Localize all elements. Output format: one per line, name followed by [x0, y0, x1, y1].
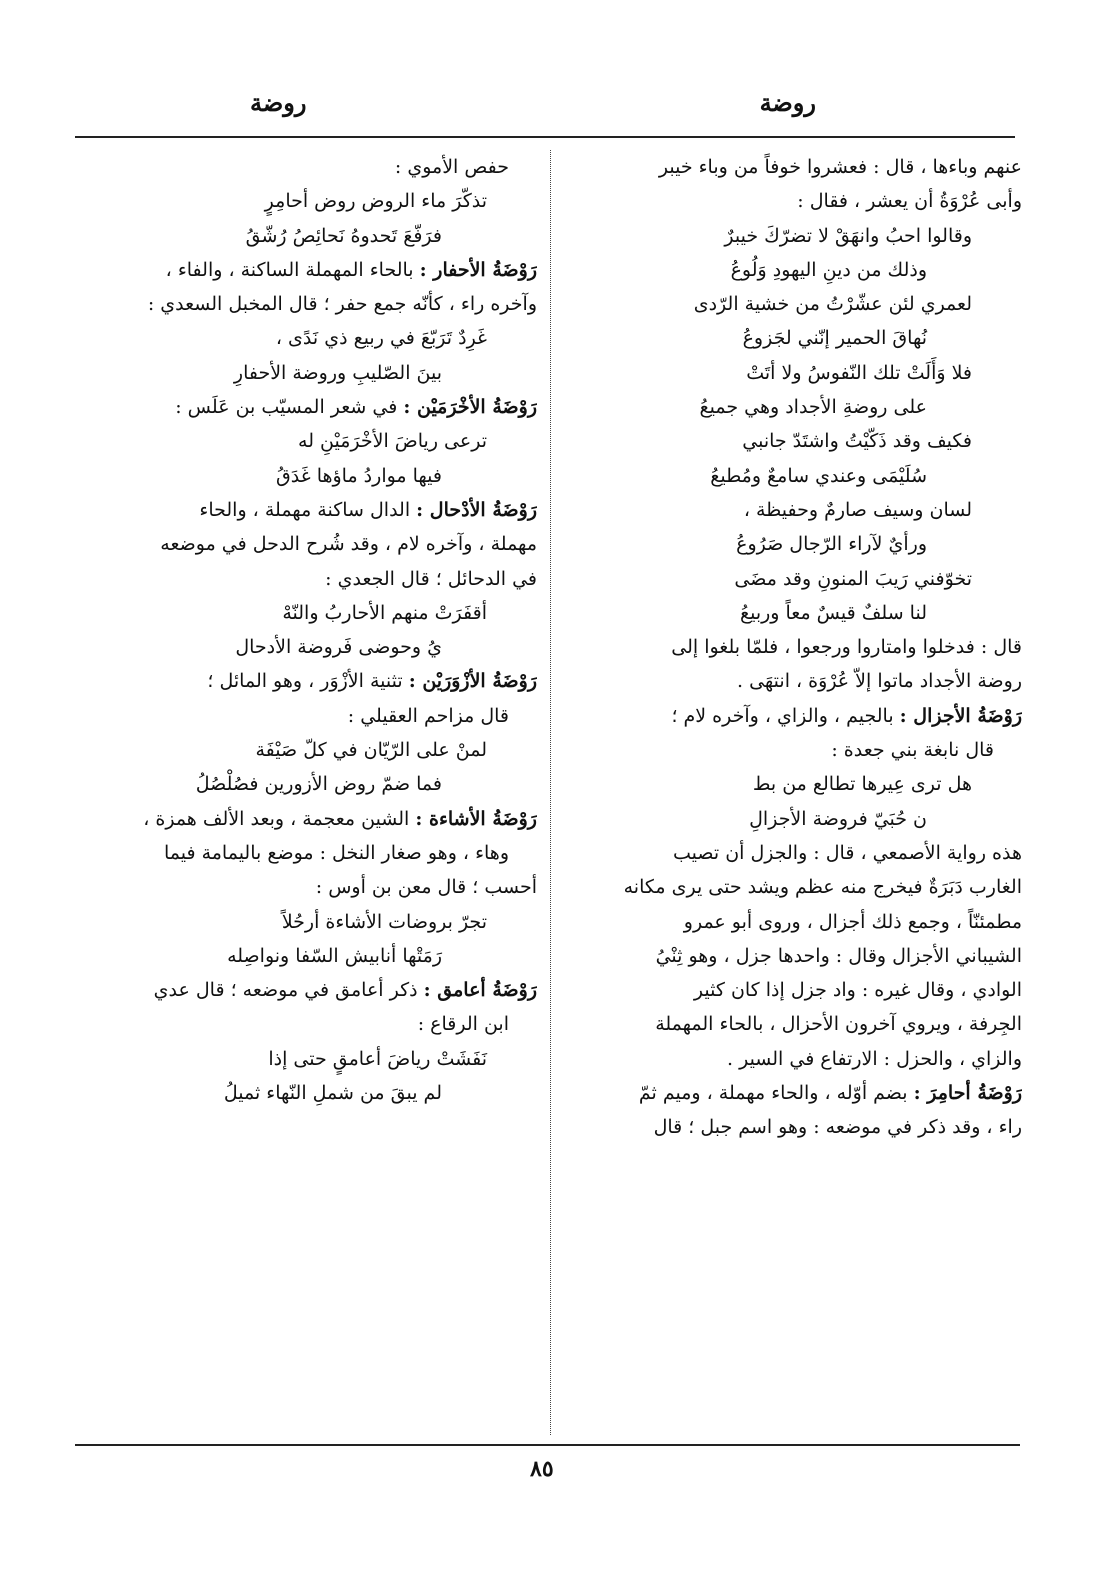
verse-line: [75, 184, 537, 218]
entry-headword: رَوْضَةُ الأزْوَرَيْن :: [408, 670, 537, 693]
text-line: [75, 699, 537, 733]
verse-line: [560, 459, 1022, 493]
text-line: [560, 870, 1022, 904]
line-text: أقفَرَتْ منهم الأحاربُ والنّهْ: [282, 601, 487, 624]
line-text: راء ، وقد ذكر في موضعه : وهو اسم جبل ؛ قال: [653, 1116, 1022, 1139]
text-line: [75, 1007, 537, 1041]
running-header-right: روضة: [759, 88, 816, 117]
verse-line: [75, 424, 537, 458]
verse-line: [75, 459, 537, 493]
text-line: [75, 836, 537, 870]
verse-line: [75, 219, 537, 253]
verse-line: [75, 630, 537, 664]
line-text: فيها مواردُ ماؤها غَدَقُ: [276, 464, 442, 487]
line-text: هذه رواية الأصمعي ، قال : والجزل أن تصيب: [673, 841, 1022, 864]
entry-headword: رَوْضَةُ أحامِرَ :: [913, 1082, 1022, 1105]
line-text: ذكر أعامق في موضعه ؛ قال عدي: [153, 979, 424, 1002]
verse-line: [75, 939, 537, 973]
entry-headword: رَوْضَةُ الأجزال :: [899, 704, 1022, 727]
line-text: فرَفّعَ تَحدوهُ نَحائِصُ رُشّقُ: [245, 224, 442, 247]
text-line: [75, 562, 537, 596]
verse-line: [560, 767, 1022, 801]
verse-line: [75, 767, 537, 801]
line-text: ترعى رياضَ الأخْرَمَيْنِ له: [298, 430, 487, 453]
verse-line: [560, 321, 1022, 355]
left-column: [75, 150, 537, 1110]
verse-line: [560, 424, 1022, 458]
entry-headword: رَوْضَةُ أعامق :: [423, 979, 537, 1002]
verse-line: [560, 527, 1022, 561]
line-text: يُ وحوضى فَروضة الأدحال: [235, 636, 442, 659]
text-line: [560, 1110, 1022, 1144]
text-line: [560, 973, 1022, 1007]
line-text: وهاء ، وهو صغار النخل : موضع باليمامة فيما: [163, 841, 509, 864]
line-text: وأبى عُرْوَةُ أن يعشر ، فقال :: [797, 190, 1022, 213]
text-line: [560, 939, 1022, 973]
line-text: مهملة ، وآخره لام ، وقد شُرح الدحل في موضعه: [160, 533, 537, 556]
text-line: [560, 836, 1022, 870]
entry-line: [560, 699, 1022, 733]
line-text: ورأيٌ لآراء الرّجال صَرُوعُ: [736, 533, 927, 556]
verse-line: [75, 1076, 537, 1110]
verse-line: [560, 493, 1022, 527]
line-text: وآخره راء ، كأنّه جمع حفر ؛ قال المخبل السعدي :: [147, 293, 537, 316]
line-text: في الدحائل ؛ قال الجعدي :: [325, 567, 537, 590]
verse-line: [560, 287, 1022, 321]
entry-headword: رَوْضَةُ الأشاءة :: [415, 807, 537, 830]
entry-line: [75, 802, 537, 836]
verse-line: [75, 596, 537, 630]
text-line: [75, 527, 537, 561]
text-line: [560, 664, 1022, 698]
line-text: لعمري لئن عشّرْتُ من خشية الرّدى: [693, 293, 972, 316]
text-line: [560, 1007, 1022, 1041]
column-divider: [550, 150, 551, 1435]
entry-headword: رَوْضَةُ الأخْرَمَيْن :: [403, 396, 537, 419]
verse-line: [75, 1042, 537, 1076]
line-text: غَرِدٌ تَرَبّعَ في ربيع ذي نَدًى ،: [275, 327, 487, 350]
line-text: وذلك من دينِ اليهودِ وَلُوعُ: [730, 258, 927, 281]
text-line: [560, 630, 1022, 664]
line-text: بينَ الصّليبِ وروضة الأحفارِ: [233, 361, 442, 384]
page-number: ٨٥: [530, 1456, 554, 1482]
line-text: لنا سلفٌ قيسٌ معاً وربيعُ: [739, 601, 927, 624]
verse-line: [560, 562, 1022, 596]
line-text: الشيباني الأجزال وقال : واحدها جزل ، وهو ثِنْيُ: [655, 944, 1022, 967]
line-text: فلا وَأَلَتْ تلك النّفوسُ ولا أتَتْ: [746, 361, 972, 384]
line-text: وقالوا احبُ وانهَقْ لا تضرّكَ خيبرٌ: [724, 224, 972, 247]
line-text: عنهم وباءها ، قال : فعشروا خوفاً من وباء خيبر: [658, 156, 1022, 178]
text-line: [75, 287, 537, 321]
line-text: هل ترى عِيرها تطالع من بط: [752, 773, 972, 796]
bottom-rule: [75, 1444, 1020, 1446]
verse-line: [560, 596, 1022, 630]
entry-headword: رَوْضَةُ الأحفار :: [419, 258, 537, 281]
line-text: أحسب ؛ قال معن بن أوس :: [315, 876, 537, 899]
line-text: مطمئنّاً ، وجمع ذلك أجزال ، وروى أبو عمرو: [683, 910, 1022, 933]
text-line: [75, 870, 537, 904]
line-text: لم يبقَ من شملِ النّهاء ثميلُ: [223, 1082, 442, 1105]
top-rule: [75, 136, 1015, 138]
line-text: حفص الأموي :: [394, 156, 509, 178]
line-text: الوادي ، وقال غيره : واد جزل إذا كان كثير: [693, 979, 1022, 1002]
verse-line: [75, 905, 537, 939]
line-text: ن حُبَيّ فروضة الأجزالِ: [749, 807, 927, 830]
line-text: والزاي ، والحزل : الارتفاع في السير .: [727, 1047, 1022, 1070]
line-text: رَمَتْها أنابيش السّفا ونواصِله: [227, 944, 442, 967]
line-text: قال : فدخلوا وامتاروا ورجعوا ، فلمّا بلغوا إلى: [671, 636, 1022, 659]
line-text: قال مزاحم العقيلي :: [347, 704, 509, 727]
entry-line: [75, 493, 537, 527]
verse-line: [75, 733, 537, 767]
line-text: في شعر المسيّب بن عَلَس :: [175, 396, 404, 419]
verse-line: [75, 321, 537, 355]
verse-line: [560, 219, 1022, 253]
line-text: تخوّفني رَيبَ المنونِ وقد مضَى: [734, 567, 972, 590]
verse-line: [560, 356, 1022, 390]
line-text: لسان وسيف صارمٌ وحفيظة ،: [743, 498, 972, 521]
text-line: [560, 150, 1022, 184]
verse-line: [560, 802, 1022, 836]
text-line: [560, 184, 1022, 218]
verse-line: [560, 253, 1022, 287]
entry-line: [75, 390, 537, 424]
line-text: تجرّ بروضات الأشاءة أرحُلاً: [281, 910, 487, 933]
entry-headword: رَوْضَةُ الأدْحال :: [416, 498, 537, 521]
right-column: [560, 150, 1022, 1145]
line-text: قال نابغة بني جعدة :: [831, 739, 994, 762]
entry-line: [75, 973, 537, 1007]
line-text: الشين معجمة ، وبعد الألف همزة ،: [143, 807, 416, 830]
line-text: ابن الرقاع :: [417, 1013, 509, 1036]
line-text: نَفَشَتْ رياضَ أعامقٍ حتى إذا: [268, 1047, 487, 1070]
line-text: سُلَيْمَى وعندي سامعٌ ومُطيعُ: [710, 464, 927, 487]
entry-line: [560, 1076, 1022, 1110]
line-text: فكيف وقد ذَكّيْتُ واشتَدّ جانبي: [742, 430, 972, 453]
verse-line: [75, 356, 537, 390]
text-line: [560, 733, 1022, 767]
verse-line: [560, 390, 1022, 424]
line-text: فما ضمّ روض الأزورين فصُلْصُلُ: [195, 773, 442, 796]
line-text: بالجيم ، والزاي ، وآخره لام ؛: [671, 704, 900, 727]
line-text: الجِرفة ، ويروي آخرون الأحزال ، بالحاء المهملة: [655, 1013, 1022, 1036]
running-header-left: روضة: [250, 88, 307, 117]
line-text: الغارب دَبَرَةٌ فيخرج منه عظم ويشد حتى يرى مكانه: [623, 876, 1022, 899]
text-line: [75, 150, 537, 184]
line-text: نُهاقَ الحمير إنّني لجَزوعُ: [742, 327, 927, 350]
line-text: تثنية الأزْوَر ، وهو المائل ؛: [207, 670, 409, 693]
line-text: تذكّرَ ماء الروض روض أحامِرٍ: [264, 190, 487, 213]
entry-line: [75, 253, 537, 287]
text-line: [560, 905, 1022, 939]
line-text: بالحاء المهملة الساكنة ، والفاء ،: [165, 258, 420, 281]
line-text: الدال ساكنة مهملة ، والحاء: [199, 498, 417, 521]
line-text: روضة الأجداد ماتوا إلاّ عُرْوَة ، انتهَى .: [737, 670, 1022, 693]
text-line: [560, 1042, 1022, 1076]
line-text: على روضةِ الأجداد وهي جميعُ: [699, 396, 927, 419]
entry-line: [75, 664, 537, 698]
line-text: بضم أوّله ، والحاء مهملة ، وميم ثمّ: [638, 1082, 914, 1105]
line-text: لمنْ على الرّيّان في كلّ صَيْفَة: [255, 739, 487, 762]
